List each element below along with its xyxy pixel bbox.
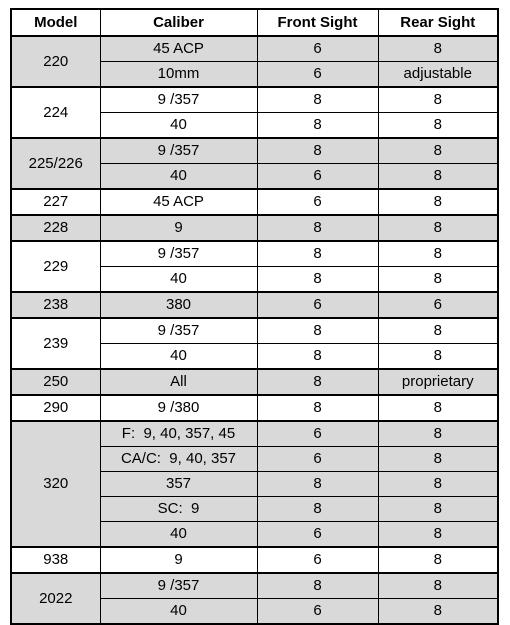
sight-chart-table [10, 8, 499, 625]
model-cell: 238 [11, 292, 100, 318]
caliber-cell: 40 [100, 599, 257, 625]
rear-sight-cell: 8 [378, 164, 498, 190]
caliber-cell: 9 /357 [100, 87, 257, 113]
caliber-cell: 40 [100, 267, 257, 293]
table-row [11, 138, 498, 164]
front-sight-cell: 6 [257, 599, 378, 625]
model-cell: 938 [11, 547, 100, 573]
front-sight-cell: 8 [257, 395, 378, 421]
caliber-cell: 45 ACP [100, 189, 257, 215]
rear-sight-cell: 6 [378, 292, 498, 318]
table-row [11, 87, 498, 113]
caliber-cell: 45 ACP [100, 36, 257, 62]
front-sight-cell: 8 [257, 472, 378, 497]
front-sight-cell: 6 [257, 189, 378, 215]
table-row [11, 395, 498, 421]
table-row [11, 189, 498, 215]
front-sight-cell: 8 [257, 369, 378, 395]
caliber-cell: All [100, 369, 257, 395]
model-group [11, 369, 498, 395]
model-group [11, 318, 498, 369]
caliber-cell: 10mm [100, 62, 257, 88]
model-group [11, 138, 498, 189]
caliber-cell: 9 /357 [100, 318, 257, 344]
model-cell: 320 [11, 421, 100, 547]
rear-sight-cell: adjustable [378, 62, 498, 88]
model-group [11, 189, 498, 215]
caliber-cell: 9 /357 [100, 573, 257, 599]
caliber-cell: SC: 9 [100, 497, 257, 522]
caliber-cell: 9 [100, 547, 257, 573]
header-front-sight: Front Sight [257, 9, 378, 36]
table-row [11, 215, 498, 241]
front-sight-cell: 8 [257, 138, 378, 164]
caliber-cell: 9 /357 [100, 138, 257, 164]
rear-sight-cell: 8 [378, 87, 498, 113]
front-sight-cell: 8 [257, 87, 378, 113]
front-sight-cell: 6 [257, 292, 378, 318]
caliber-cell: 380 [100, 292, 257, 318]
model-group [11, 87, 498, 138]
front-sight-cell: 8 [257, 267, 378, 293]
rear-sight-cell: 8 [378, 267, 498, 293]
rear-sight-cell: 8 [378, 522, 498, 548]
rear-sight-cell: 8 [378, 599, 498, 625]
table-row [11, 36, 498, 62]
caliber-cell: 9 /380 [100, 395, 257, 421]
caliber-cell: F: 9, 40, 357, 45 [100, 421, 257, 447]
model-group [11, 292, 498, 318]
model-group [11, 573, 498, 624]
header-rear-sight: Rear Sight [378, 9, 498, 36]
model-cell: 290 [11, 395, 100, 421]
caliber-cell: CA/C: 9, 40, 357 [100, 447, 257, 472]
model-cell: 225/226 [11, 138, 100, 189]
model-group [11, 395, 498, 421]
caliber-cell: 40 [100, 113, 257, 139]
model-group [11, 547, 498, 573]
table-row [11, 369, 498, 395]
header-caliber: Caliber [100, 9, 257, 36]
front-sight-cell: 6 [257, 447, 378, 472]
rear-sight-cell: 8 [378, 447, 498, 472]
rear-sight-cell: 8 [378, 395, 498, 421]
rear-sight-cell: 8 [378, 497, 498, 522]
model-group [11, 36, 498, 87]
front-sight-cell: 6 [257, 421, 378, 447]
table-row [11, 241, 498, 267]
front-sight-cell: 6 [257, 164, 378, 190]
model-cell: 229 [11, 241, 100, 292]
front-sight-cell: 8 [257, 318, 378, 344]
caliber-cell: 40 [100, 522, 257, 548]
caliber-cell: 357 [100, 472, 257, 497]
front-sight-cell: 8 [257, 215, 378, 241]
caliber-cell: 40 [100, 164, 257, 190]
rear-sight-cell: 8 [378, 241, 498, 267]
front-sight-cell: 8 [257, 573, 378, 599]
front-sight-cell: 8 [257, 113, 378, 139]
model-group [11, 421, 498, 547]
front-sight-cell: 8 [257, 241, 378, 267]
model-group [11, 241, 498, 292]
model-cell: 224 [11, 87, 100, 138]
caliber-cell: 9 [100, 215, 257, 241]
rear-sight-cell: 8 [378, 472, 498, 497]
rear-sight-cell: 8 [378, 318, 498, 344]
table-row [11, 547, 498, 573]
front-sight-cell: 8 [257, 344, 378, 370]
front-sight-cell: 6 [257, 36, 378, 62]
rear-sight-cell: 8 [378, 547, 498, 573]
model-group [11, 215, 498, 241]
rear-sight-cell: 8 [378, 215, 498, 241]
rear-sight-cell: 8 [378, 138, 498, 164]
model-cell: 220 [11, 36, 100, 87]
header-row [11, 9, 498, 36]
table-row [11, 318, 498, 344]
front-sight-cell: 6 [257, 62, 378, 88]
rear-sight-cell: 8 [378, 344, 498, 370]
table-row [11, 573, 498, 599]
rear-sight-cell: proprietary [378, 369, 498, 395]
front-sight-cell: 6 [257, 522, 378, 548]
model-cell: 227 [11, 189, 100, 215]
table-row [11, 292, 498, 318]
table-header [11, 9, 498, 36]
rear-sight-cell: 8 [378, 36, 498, 62]
model-cell: 2022 [11, 573, 100, 624]
rear-sight-cell: 8 [378, 113, 498, 139]
caliber-cell: 9 /357 [100, 241, 257, 267]
rear-sight-cell: 8 [378, 421, 498, 447]
rear-sight-cell: 8 [378, 573, 498, 599]
table-row [11, 421, 498, 447]
front-sight-cell: 6 [257, 547, 378, 573]
model-cell: 250 [11, 369, 100, 395]
header-model: Model [11, 9, 100, 36]
model-cell: 239 [11, 318, 100, 369]
caliber-cell: 40 [100, 344, 257, 370]
model-cell: 228 [11, 215, 100, 241]
rear-sight-cell: 8 [378, 189, 498, 215]
front-sight-cell: 8 [257, 497, 378, 522]
